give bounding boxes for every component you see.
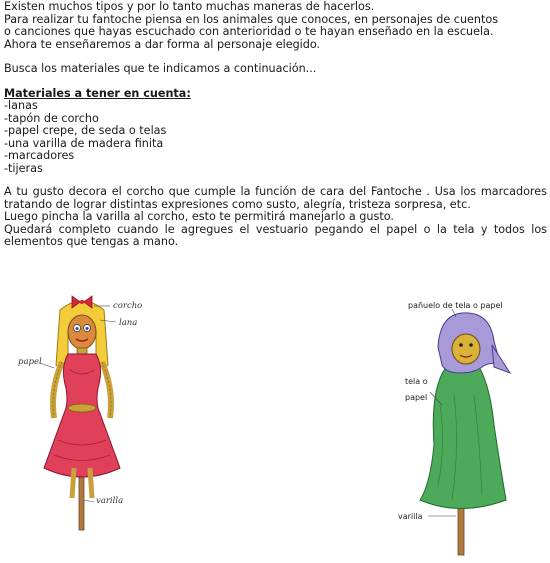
intro-line-2: Para realizar tu fantoche piensa en los animales que conoces, en personajes de cuentos bbox=[4, 12, 499, 26]
puppet-illustration-old-woman bbox=[390, 295, 550, 560]
intro-line-1: Existen muchos tipos y por lo tanto muchas maneras de hacerlos. bbox=[4, 0, 375, 13]
puppet-girl-drawing bbox=[10, 290, 180, 560]
materials-heading: Materiales a tener en cuenta: bbox=[4, 86, 191, 100]
label-papel-2: papel bbox=[405, 393, 428, 402]
label-lana: lana bbox=[119, 318, 138, 328]
instructions-paragraph-1: A tu gusto decora el corcho que cumple la función de cara del Fantoche . Usa los marcadores tratando de lograr distintas expresiones como susto, alegría, tristeza sorpresa, etc. bbox=[4, 185, 547, 211]
label-varilla-2: varilla bbox=[398, 512, 423, 521]
intro-line-3: o canciones que hayas escuchado con anterioridad o te hayan enseñado en la escuela. bbox=[4, 25, 494, 38]
puppet-illustration-girl bbox=[10, 290, 180, 560]
busca-line: Busca los materiales que te indicamos a continuación... bbox=[4, 62, 317, 75]
label-tela: tela o bbox=[405, 377, 428, 386]
label-panuelo: pañuelo de tela o papel bbox=[408, 301, 503, 310]
label-corcho: corcho bbox=[113, 301, 143, 311]
instructions-paragraph-2: Luego pincha la varilla al corcho, esto te permitirá manejarlo a gusto. bbox=[4, 210, 394, 223]
instructions-paragraph-3: Quedará completo cuando le agregues el vestuario pegando el papel o la tela y todos los elementos que tengas a mano. bbox=[4, 222, 547, 248]
list-item: -una varilla de madera finita bbox=[4, 136, 164, 150]
list-item: -lanas bbox=[4, 99, 38, 112]
intro-line-4: Ahora te enseñaremos a dar forma al personaje elegido. bbox=[4, 37, 321, 51]
materials-list bbox=[4, 100, 547, 175]
list-item: -marcadores bbox=[4, 149, 75, 162]
label-varilla: varilla bbox=[96, 496, 124, 506]
list-item: -papel crepe, de seda o telas bbox=[4, 124, 167, 137]
article-text bbox=[4, 1, 547, 249]
list-item: -tapón de corcho bbox=[4, 111, 99, 125]
label-papel: papel bbox=[18, 357, 42, 367]
list-item: -tijeras bbox=[4, 161, 43, 175]
